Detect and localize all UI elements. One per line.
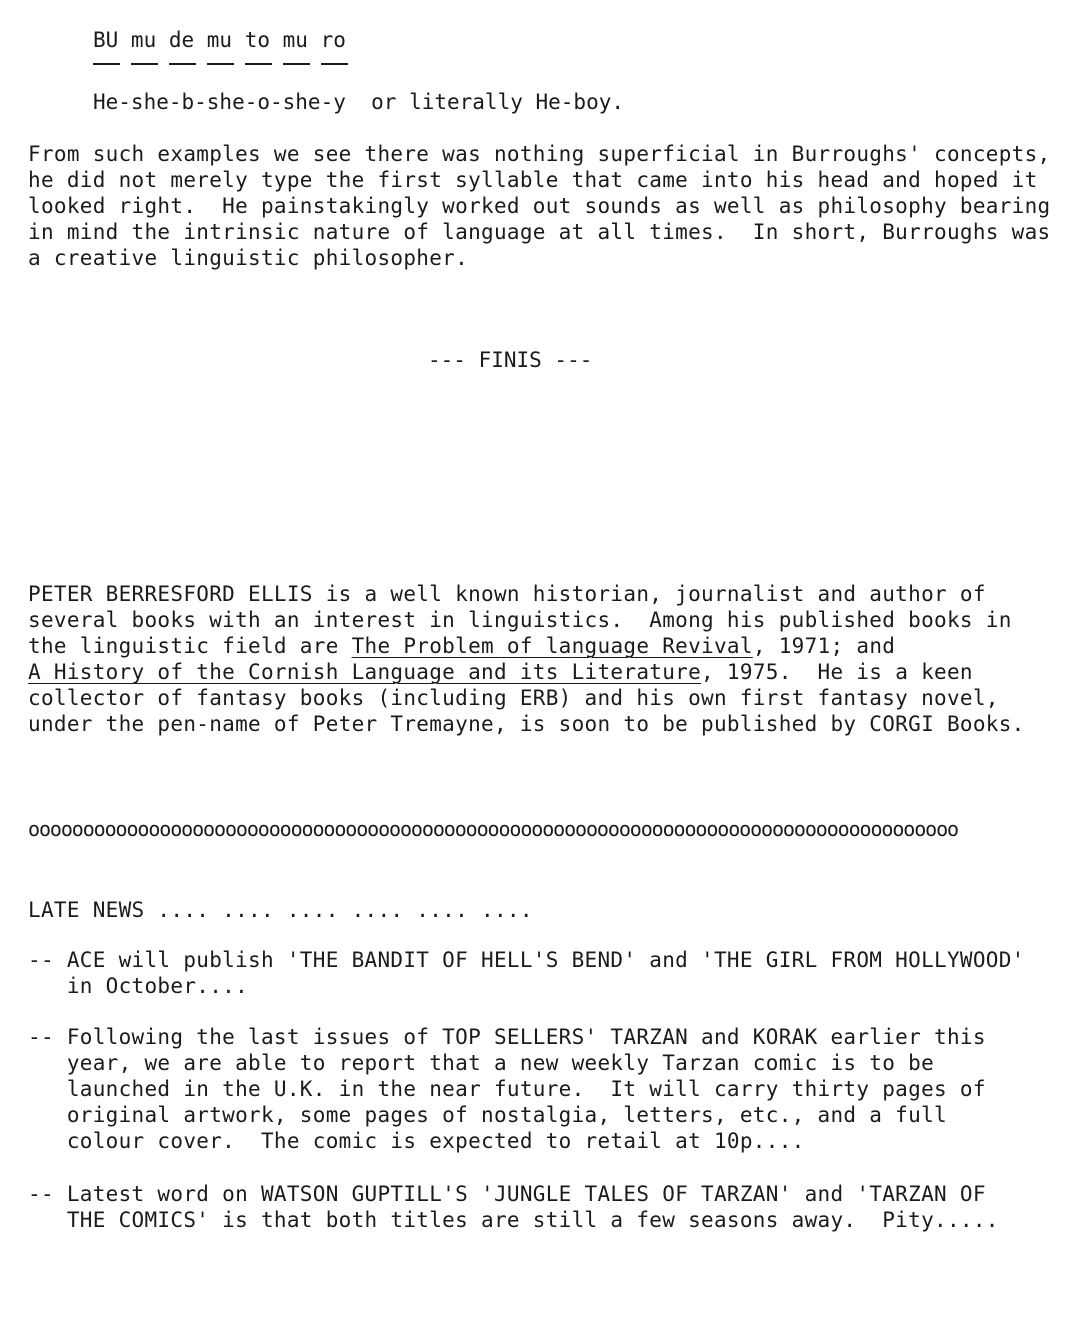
- news-item-line: -- Following the last issues of TOP SELLERS' TARZAN and KORAK earlier this: [28, 1025, 986, 1049]
- example-syllables: BU mu de mu to mu ro: [93, 28, 346, 52]
- bio-text: , 1971; and: [752, 634, 896, 658]
- book-title-underlined: A History of the Cornish Language and its Literature: [28, 660, 702, 684]
- book-title-underlined: The Problem of language Revival: [351, 634, 753, 658]
- separator-rule: ooooooooooooooooooooooooooooooooooooooooooooooooooooooooooooooooooooooooooooooooooooo: [28, 817, 958, 841]
- late-news-heading: LATE NEWS .... .... .... .... .... ....: [28, 898, 533, 922]
- underline-dash: [169, 63, 196, 65]
- bio-line: [28, 633, 895, 659]
- paragraph-line: a creative linguistic philosopher.: [28, 246, 469, 270]
- news-item-line: THE COMICS' is that both titles are still a few seasons away. Pity.....: [28, 1208, 999, 1232]
- paragraph-line: he did not merely type the first syllable that came into his head and hoped it: [28, 168, 1038, 192]
- news-item-line: in October....: [28, 974, 249, 998]
- paragraph-line: in mind the intrinsic nature of language at all times. In short, Burroughs was: [28, 220, 1051, 244]
- news-item-line: launched in the U.K. in the near future. It will carry thirty pages of: [28, 1077, 986, 1101]
- finis-marker: --- FINIS ---: [428, 348, 593, 372]
- underline-dash: [245, 63, 272, 65]
- bio-line: PETER BERRESFORD ELLIS is a well known historian, journalist and author of: [28, 582, 986, 606]
- bio-line: under the pen-name of Peter Tremayne, is soon to be published by CORGI Books.: [28, 712, 1025, 736]
- news-item-line: year, we are able to report that a new weekly Tarzan comic is to be: [28, 1051, 935, 1075]
- news-item-line: -- ACE will publish 'THE BANDIT OF HELL'S BEND' and 'THE GIRL FROM HOLLYWOOD': [28, 948, 1025, 972]
- underline-dash: [321, 63, 348, 65]
- underline-dash: [283, 63, 310, 65]
- paragraph-line: looked right. He painstakingly worked out sounds as well as philosophy bearing: [28, 194, 1051, 218]
- underline-dash: [93, 63, 120, 65]
- news-item-line: colour cover. The comic is expected to retail at 10p....: [28, 1129, 805, 1153]
- example-translation: He-she-b-she-o-she-y or literally He-boy.: [93, 90, 625, 114]
- bio-line: collector of fantasy books (including ERB) and his own first fantasy novel,: [28, 686, 999, 710]
- bio-line: several books with an interest in linguistics. Among his published books in: [28, 608, 1012, 632]
- news-item-line: original artwork, some pages of nostalgia, letters, etc., and a full: [28, 1103, 947, 1127]
- underline-dash: [131, 63, 158, 65]
- syllable-underlines: [93, 63, 348, 65]
- bio-line: [28, 659, 973, 685]
- bio-text: , 1975. He is a keen: [701, 660, 973, 684]
- paragraph-line: From such examples we see there was nothing superficial in Burroughs' concepts,: [28, 142, 1051, 166]
- bio-text: the linguistic field are: [28, 634, 352, 658]
- news-item-line: -- Latest word on WATSON GUPTILL'S 'JUNGLE TALES OF TARZAN' and 'TARZAN OF: [28, 1182, 986, 1206]
- underline-dash: [207, 63, 234, 65]
